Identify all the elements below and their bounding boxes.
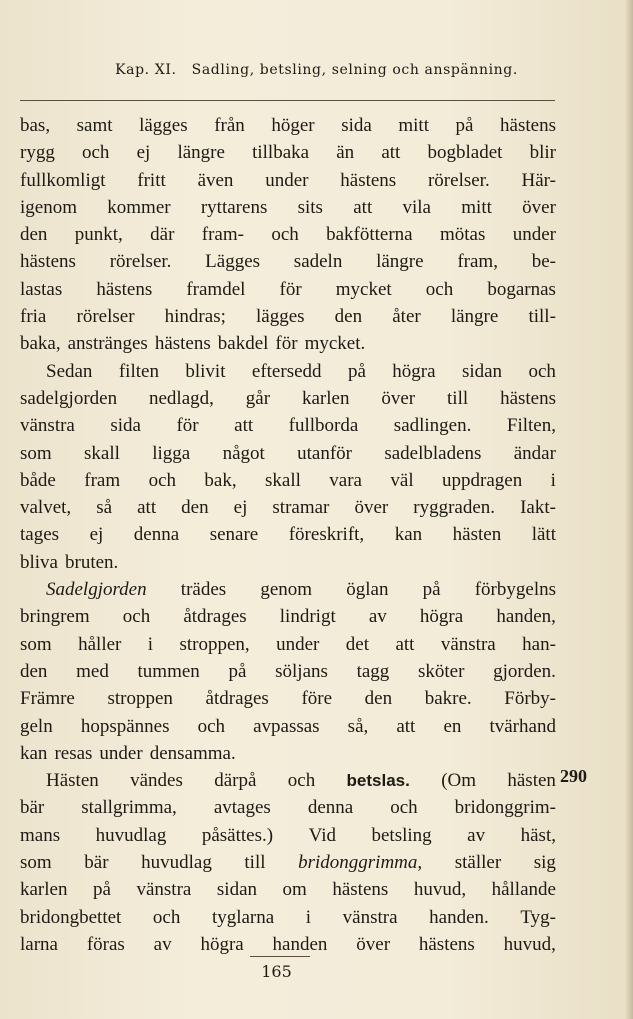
word: så, [347, 715, 369, 737]
text-line [20, 303, 556, 330]
text-line [20, 494, 556, 521]
word: till- [528, 306, 556, 328]
word: rörelser. [427, 169, 490, 191]
word: den [334, 306, 363, 328]
word: över [381, 387, 416, 409]
word: rörelser [76, 306, 135, 328]
text-line [20, 112, 556, 139]
word: sidan [216, 879, 257, 901]
word: Hästen [46, 770, 99, 792]
header-rule [20, 100, 555, 101]
word: Filten, [506, 415, 556, 437]
text-line [20, 931, 556, 958]
word: om [282, 879, 307, 901]
text-line [20, 576, 556, 603]
word: hästen [452, 524, 502, 546]
word: ryggraden. [413, 497, 496, 519]
word: bogarnas [487, 278, 556, 300]
word: hästens [500, 115, 556, 136]
word: handen, [496, 606, 556, 628]
word: Sedan [46, 360, 93, 382]
word: även [197, 169, 234, 191]
word: fram- [201, 224, 244, 246]
word: skall [265, 469, 301, 491]
word: åter [392, 306, 421, 328]
word: Lägges [205, 251, 261, 273]
word: både [20, 469, 56, 491]
word: för [279, 278, 302, 300]
word: larna [20, 933, 58, 955]
word: fullborda [288, 415, 359, 437]
word: hållande [491, 879, 556, 901]
text-line [20, 549, 556, 576]
word: resas [54, 742, 93, 764]
word: från [214, 115, 245, 136]
word: blivit [185, 360, 226, 382]
word: sida [341, 115, 372, 136]
word: den [181, 497, 209, 519]
word: under [99, 742, 143, 764]
word: därpå [214, 770, 257, 792]
word: den [20, 660, 48, 682]
text-line [20, 440, 556, 467]
word: högra [419, 606, 464, 628]
word: vändes [130, 770, 183, 792]
word: ställer [454, 852, 502, 874]
word: hästens [340, 169, 397, 191]
word: vara [329, 469, 362, 491]
word: tagg [356, 660, 390, 682]
word: och [528, 360, 556, 382]
word: bär [84, 852, 109, 874]
word: senare [209, 524, 259, 546]
word: det [345, 633, 370, 655]
word: att [353, 196, 373, 218]
word: vänstra [20, 415, 75, 437]
word: åtdrages [205, 688, 269, 710]
body-text [20, 112, 556, 958]
text-line [20, 248, 556, 275]
word: stallgrimma, [81, 797, 177, 819]
word: huvud, [413, 879, 467, 901]
word: hästens [154, 333, 211, 355]
word: bak, [204, 469, 237, 491]
word: och [81, 142, 110, 164]
word: åtdrages [183, 606, 247, 628]
word: mans [20, 824, 61, 846]
word: bakre. [424, 688, 472, 710]
word: fria [20, 306, 47, 328]
word: på [228, 660, 247, 682]
word: under [512, 224, 556, 246]
page-number: 165 [261, 962, 292, 981]
word: uppdragen [442, 469, 523, 491]
text-line [20, 167, 556, 194]
word: han- [522, 633, 556, 655]
word: genom [260, 579, 313, 601]
word: lindrigt [279, 606, 336, 628]
word: bringrem [20, 606, 90, 628]
word: föreskrift, [288, 524, 365, 546]
word: sadelbladens [384, 442, 482, 464]
word: punkt, [74, 224, 123, 246]
word: sadeln [293, 251, 343, 273]
word: sadlingen. [393, 415, 472, 437]
word: längre [450, 306, 499, 328]
word: bridonggrimma, [298, 852, 423, 874]
word: Förby- [504, 688, 556, 710]
text-line [20, 139, 556, 166]
word: Vid [308, 824, 336, 846]
word: framdel [186, 278, 246, 300]
word: till [447, 387, 469, 409]
word: bridonggrim- [454, 797, 556, 819]
word: sadelgjorden [20, 387, 118, 409]
text-line [20, 904, 556, 931]
word: med [76, 660, 109, 682]
word: fram [84, 469, 121, 491]
word: geln [20, 715, 53, 737]
word: att [137, 497, 157, 519]
word: betslas. [346, 771, 410, 791]
word: mitt [461, 196, 492, 218]
word: under [276, 633, 320, 655]
word: än [336, 142, 355, 164]
text-line [20, 713, 556, 740]
word: densamma. [149, 742, 236, 764]
text-line [20, 740, 556, 767]
text-line [20, 849, 556, 876]
word: lastas [20, 278, 63, 300]
text-line [20, 658, 556, 685]
word: över [522, 196, 556, 218]
word: påsättes.) [201, 824, 274, 846]
word: vänstra [342, 906, 398, 928]
word: avtages [213, 797, 271, 819]
text-line [20, 412, 556, 439]
word: stroppen, [179, 633, 250, 655]
word: över [356, 933, 391, 955]
word: och [197, 715, 225, 737]
word: av [368, 606, 387, 628]
word: väl [390, 469, 414, 491]
word: blir [529, 142, 556, 164]
text-line [20, 767, 556, 794]
word: vänstra [136, 879, 192, 901]
text-line [20, 822, 556, 849]
word: häst, [520, 824, 556, 846]
text-line [20, 467, 556, 494]
word: som [20, 852, 52, 874]
word: hästens [332, 879, 389, 901]
word: fullkomligt [20, 169, 106, 191]
text-line [20, 876, 556, 903]
word: Sadelgjorden [46, 579, 147, 601]
word: på [422, 579, 441, 601]
word: huvud, [503, 933, 556, 955]
word: före [301, 688, 333, 710]
word: kommer [107, 196, 171, 218]
word: förbygelns [474, 579, 556, 601]
word: hästens [418, 933, 475, 955]
word: på [93, 879, 111, 901]
word: avpassas [253, 715, 320, 737]
running-header [0, 62, 633, 78]
word: i [305, 906, 312, 928]
word: hästens [96, 278, 153, 300]
word: ej [89, 524, 104, 546]
word: kan [394, 524, 423, 546]
word: rörelser. [109, 251, 172, 273]
word: mötas [439, 224, 486, 246]
word: något [222, 442, 265, 464]
word: och [425, 278, 454, 300]
word: hindras; [164, 306, 226, 328]
word: filten [118, 360, 159, 382]
text-line [20, 685, 556, 712]
word: för [275, 333, 298, 355]
word: kan [20, 742, 48, 764]
word: den [20, 224, 48, 246]
word: ryttarens [200, 196, 268, 218]
word: i [147, 633, 154, 655]
word: betsling [371, 824, 432, 846]
word: mitt [398, 115, 429, 136]
word: på [455, 115, 474, 136]
word: ej [233, 497, 248, 519]
word: sidan [461, 360, 503, 382]
text-line [20, 221, 556, 248]
word: och [390, 797, 418, 819]
word: att [396, 715, 416, 737]
word: bär [20, 797, 45, 819]
word: lägges [256, 306, 305, 328]
word: (Om [441, 770, 477, 792]
word: tummen [137, 660, 200, 682]
word: hästen [507, 770, 556, 792]
word: går [245, 387, 271, 409]
word: mycket [335, 278, 392, 300]
word: öglan [346, 579, 389, 601]
word: vänstra [440, 633, 496, 655]
word: tyglarna [211, 906, 275, 928]
word: sig [533, 852, 556, 874]
word: baka, [20, 333, 61, 355]
word: söljans [275, 660, 328, 682]
word: huvudlag [141, 852, 212, 874]
footer-rule [250, 956, 310, 957]
word: så [96, 497, 113, 519]
word: utanför [297, 442, 352, 464]
word: nedlagd, [148, 387, 214, 409]
word: längre [376, 251, 424, 273]
word: eftersedd [251, 360, 322, 382]
word: trädes [180, 579, 227, 601]
word: tillbaka [252, 142, 310, 164]
word: där [150, 224, 175, 246]
word: anstränges [67, 333, 148, 355]
word: som [20, 633, 52, 655]
text-line [20, 521, 556, 548]
word: Iakt- [520, 497, 556, 519]
word: av [153, 933, 172, 955]
word: på [347, 360, 366, 382]
word: högra [392, 360, 436, 382]
word: ligga [152, 442, 191, 464]
word: handen. [429, 906, 489, 928]
word: för [176, 415, 199, 437]
word: gjorden. [493, 660, 556, 682]
text-line [20, 358, 556, 385]
word: mycket. [304, 333, 366, 355]
word: till [244, 852, 266, 874]
word: tvärhand [489, 715, 556, 737]
word: denna [307, 797, 354, 819]
word: och [287, 770, 316, 792]
word: hästens [20, 251, 76, 273]
word: huvudlag [95, 824, 167, 846]
word: samt [76, 115, 113, 136]
word: bridongbettet [20, 906, 122, 928]
word: över [354, 497, 389, 519]
word: höger [271, 115, 315, 136]
word: Tyg- [520, 906, 556, 928]
text-line [20, 794, 556, 821]
word: sits [297, 196, 323, 218]
text-line [20, 603, 556, 630]
word: att [395, 633, 415, 655]
word: bruten. [65, 551, 119, 573]
word: bakfötterna [326, 224, 413, 246]
word: längre [177, 142, 225, 164]
header-chapter: Kap. XI. [115, 62, 177, 78]
word: och [122, 606, 151, 628]
word: i [550, 469, 556, 491]
word: handen [272, 933, 328, 955]
word: och [148, 469, 176, 491]
word: bas, [20, 115, 51, 136]
page-spine-shadow [625, 0, 633, 1019]
word: lätt [531, 524, 556, 546]
word: av [467, 824, 486, 846]
word: att [234, 415, 254, 437]
word: rygg [20, 142, 55, 164]
text-line [20, 631, 556, 658]
word: karlen [20, 879, 68, 901]
word: bakdel [217, 333, 269, 355]
word: Här- [521, 169, 556, 191]
word: Främre [20, 688, 75, 710]
word: en [443, 715, 462, 737]
word: högra [200, 933, 244, 955]
word: och [271, 224, 299, 246]
text-line [20, 194, 556, 221]
text-line [20, 385, 556, 412]
word: skall [84, 442, 120, 464]
word: karlen [301, 387, 350, 409]
word: vila [402, 196, 431, 218]
word: bliva [20, 551, 58, 573]
word: stroppen [107, 688, 173, 710]
word: hopspännes [80, 715, 170, 737]
header-title: Sadling, betsling, selning och anspänning. [191, 62, 518, 78]
word: sköter [418, 660, 465, 682]
text-line [20, 276, 556, 303]
word: lägges [139, 115, 188, 136]
word: tages [20, 524, 60, 546]
word: under [265, 169, 309, 191]
word: igenom [20, 196, 77, 218]
margin-paragraph-number: 290 [560, 766, 587, 786]
word: bogbladet [427, 142, 503, 164]
word: ändar [513, 442, 556, 464]
word: ej [136, 142, 151, 164]
word: valvet, [20, 497, 72, 519]
word: föras [86, 933, 125, 955]
word: denna [133, 524, 180, 546]
word: att [381, 142, 401, 164]
word: håller [78, 633, 122, 655]
word: den [364, 688, 393, 710]
word: fram, [457, 251, 498, 273]
word: fritt [137, 169, 166, 191]
word: stramar [272, 497, 330, 519]
word: sida [110, 415, 141, 437]
text-line [20, 330, 556, 357]
word: be- [531, 251, 556, 273]
word: som [20, 442, 52, 464]
word: och [152, 906, 181, 928]
word: hästens [500, 387, 556, 409]
